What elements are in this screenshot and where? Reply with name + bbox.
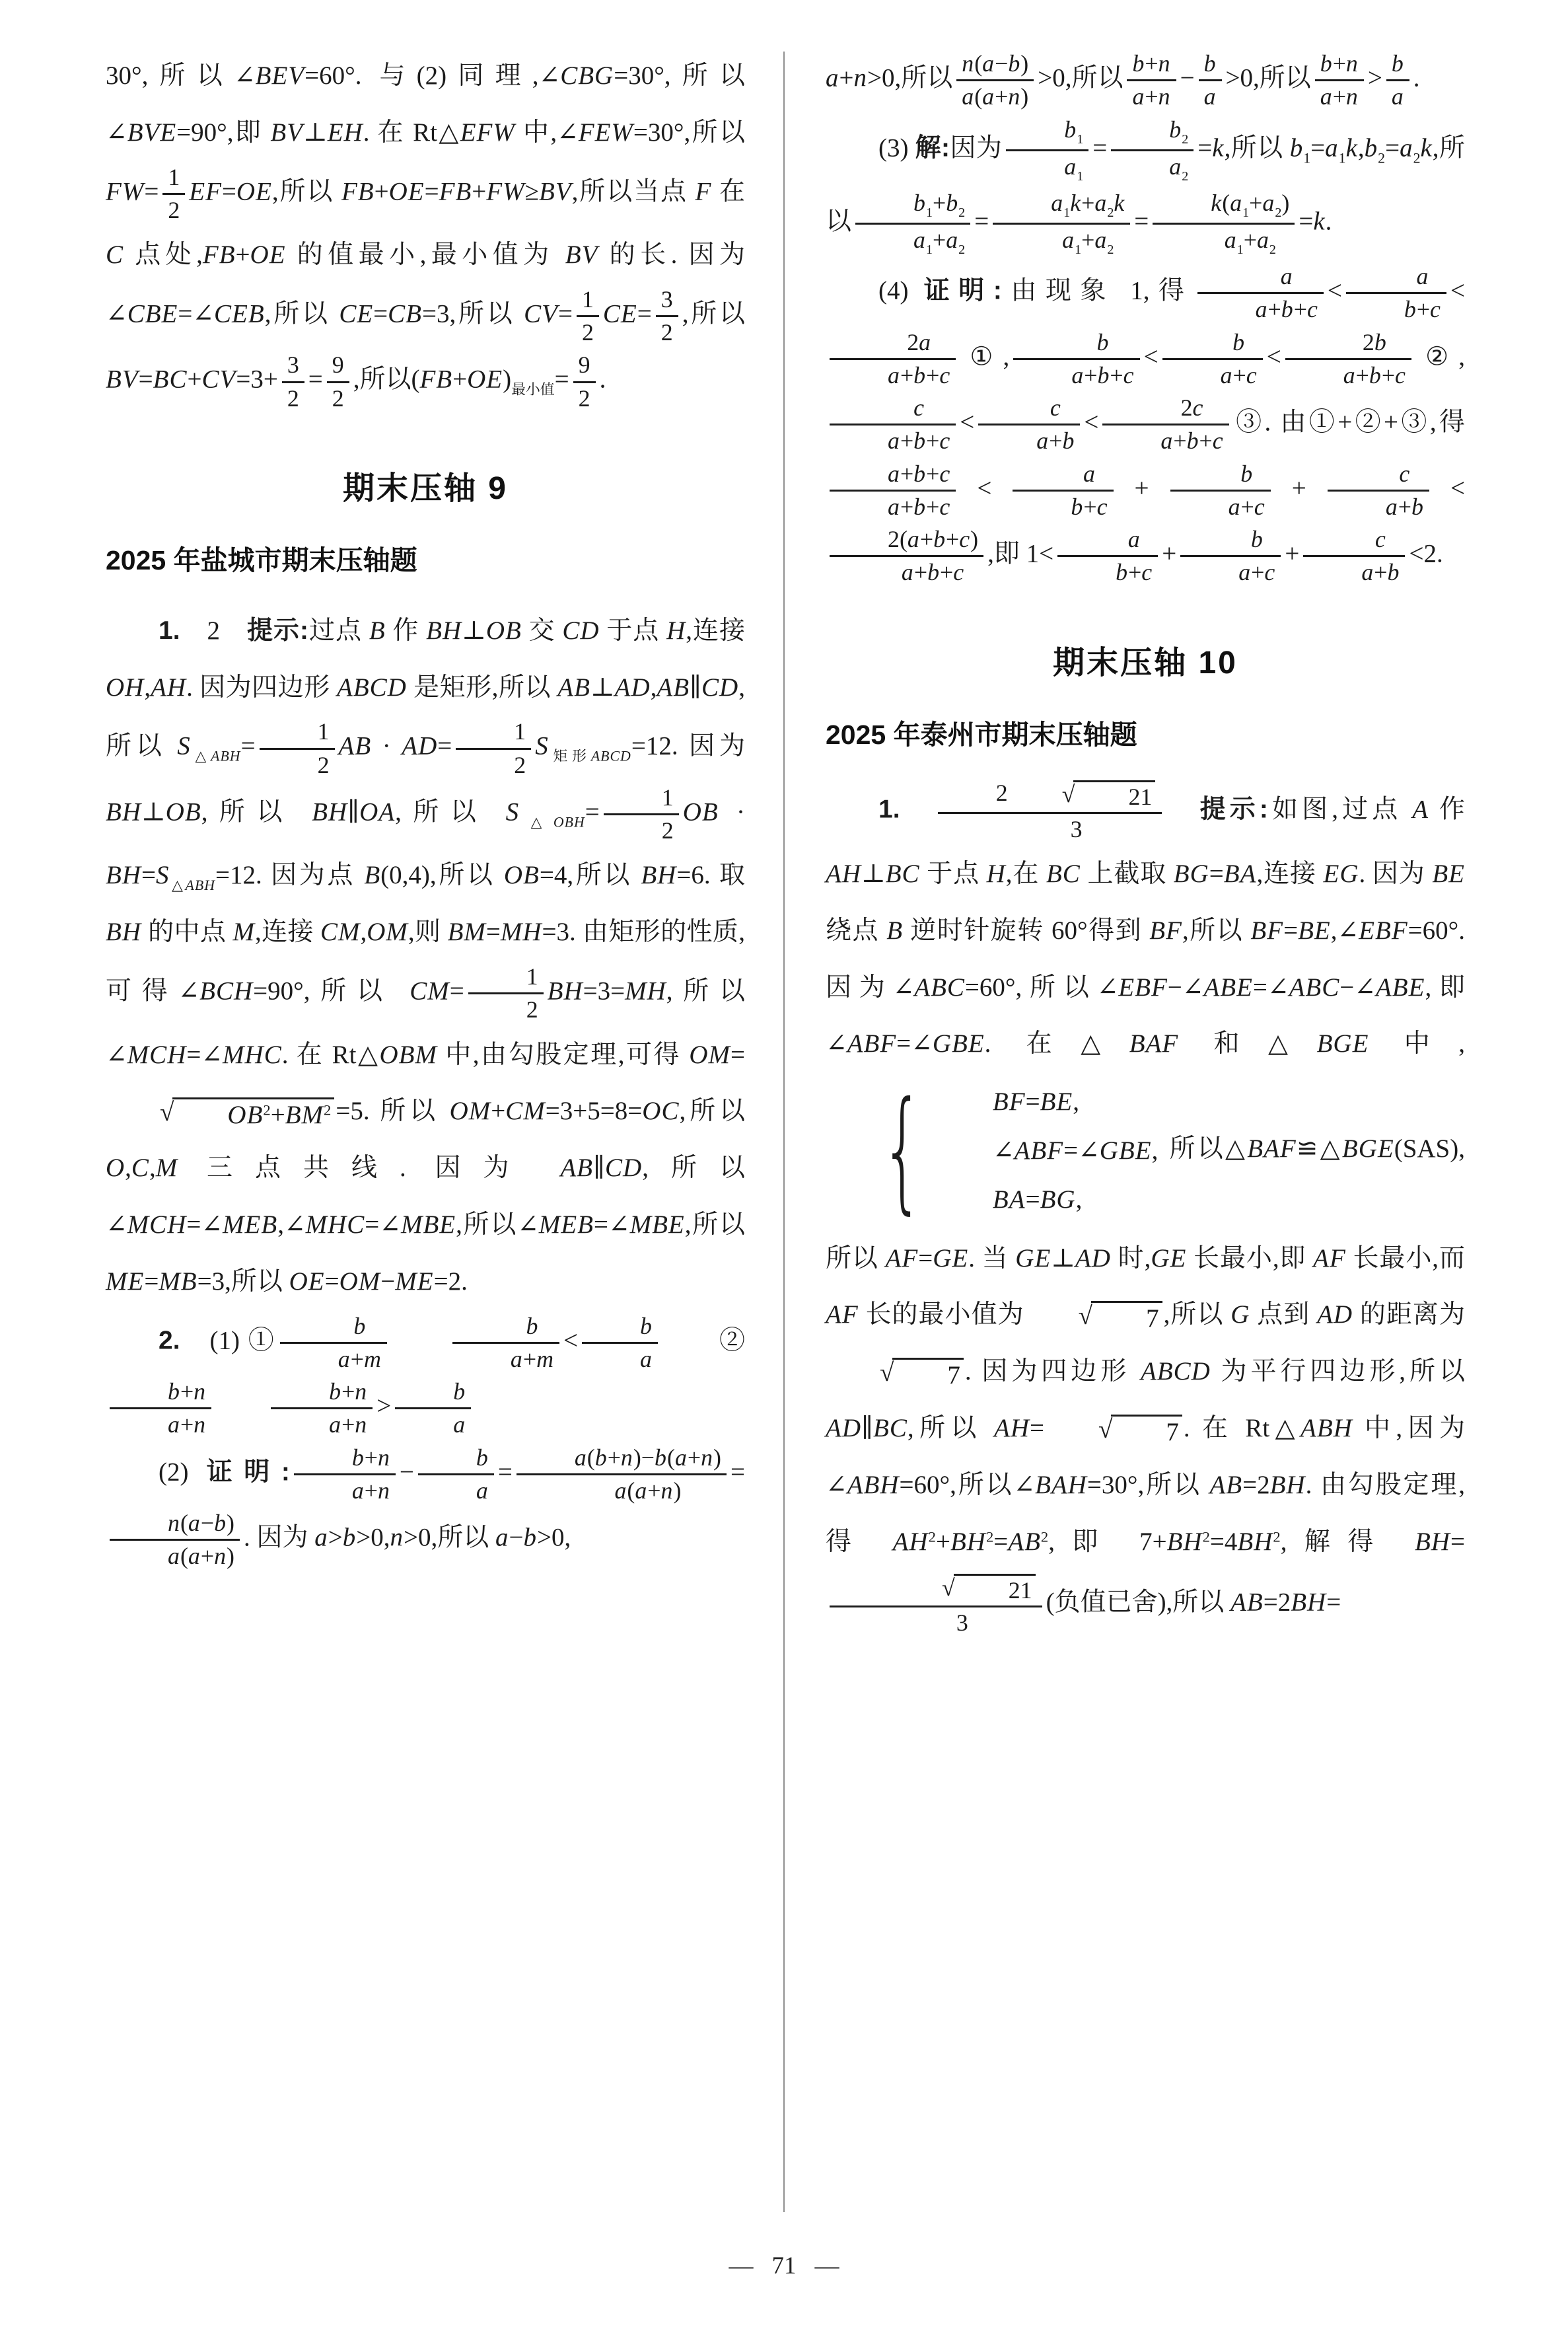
- problem-1-taizhou-solution: 1. 2 √ 21 3 提示:如图,过点 A 作 AH⊥BC 于点 H,在 BC 上截取 BG=BA,连接 EG. 因为 BE 绕点 B 逆时针旋转 60°得到 BF,所以 BF=BE,∠EBF=60°. 因为∠ABC=60°,所以∠EBF−∠ABE=∠ABC−∠ABE,即∠ABF=∠GBE. 在△BAF 和△BGE 中, { BF=BE, ∠ABF=∠GBE, BA=BG, 所以△BAF≌△BGE(SAS),所以 AF=GE. 当 GE⊥AD 时,GE 长最小,即 AF 长最小,而 AF 长的最小值为 √ 7 ,所以 G 点到 AD 的距离为 √ 7 . 因为四边形 ABCD 为平行四边形,所以 AD∥BC,所以 AH= √ 7 . 在 Rt△ABH 中,因为∠ABH=60°,所以∠BAH=30°,所以 AB=2BH. 由勾股定理,得 $AH^2+BH^2=AB^2$,即 $7+BH^2=4BH^2$,解得 BH= √ 21 3 (负值已舍),所以 AB=2BH=: [826, 779, 1465, 1636]
- problem-2-part4-proof: (4) 证明:由现象 1,得 $\frac{a}{a+b+c}$ < $\frac{a}{b+c}$ < $\frac{2a}{a+b+c}$ ①, $\frac{b}{a+b+c}$ < $\frac{b}{a+c}$ < $\frac{2b}{a+b+c}$ ②, $\frac{c}{a+b+c}$ < $\frac{c}{a+b}$ < $\frac{2c}{a+b+c}$ ③. 由①+②+③,得 $\frac{a+b+c}{a+b+c}$ < $\frac{a}{b+c}$ + $\frac{b}{a+c}$ + $\frac{c}{a+b}$ < $\frac{2(a+b+c)}{a+b+c}$ ,即 1< $\frac{a}{b+c}$ + $\frac{b}{a+c}$ + $\frac{c}{a+b}$ <2.: [826, 260, 1465, 589]
- page-number: 71: [771, 2252, 797, 2279]
- problem-2-part3-solution: (3) 解:因为 $\frac{b_1}{a_1}$ = $\frac{b_2}{a_2}$ =k,所以 $b_1=a_1k,b_2=a_2k$,所以 $\frac{b_1+b_2}{a_1+a_2}$ = $\frac{a_1k+a_2k}{a_1+a_2}$ = $\frac{k(a_1+a_2)}{a_1+a_2}$ =k.: [826, 116, 1465, 257]
- column-divider-rule: [783, 52, 785, 2212]
- right-column: [826, 48, 1465, 1639]
- proof-continuation-paragraph: a+n>0,所以 $\frac{n(a-b)}{a(a+n)}$ >0,所以 $\frac{b+n}{a+n}$ − $\frac{b}{a}$ >0,所以 $\frac{b+n}{a+n}$ > $\frac{b}{a}$ .: [826, 50, 1420, 110]
- left-column: [106, 48, 745, 1573]
- solution-paragraph-continued: 30°,所以∠BEV=60°. 与(2)同理,∠CBG=30°,所以∠BVE=90°,即 BV⊥EH. 在 Rt△EFW 中,∠FEW=30°,所以 FW= $\frac{1}{2}$ EF=OE,所以 FB+OE=FB+FW≥BV,所以当点 F 在 C 点处,FB+OE 的值最小,最小值为 BV 的长. 因为∠CBE=∠CEB,所以 CE=CB=3,所以 CV= $\frac{1}{2}$ CE= $\frac{3}{2}$ ,所以 BV=BC+CV=3+ $\frac{3}{2}$ = $\frac{9}{2}$ ,所以$(FB+OE)_{最小值}=$ $\frac{9}{2}$ .: [106, 61, 745, 412]
- subsection-heading-taizhou: 2025 年泰州市期末压轴题: [826, 719, 1137, 750]
- section-heading-final-exam-9: 期末压轴 9: [342, 470, 509, 506]
- problem-1-solution: 1. 2 提示:过点 B 作 BH⊥OB 交 CD 于点 H,连接 OH,AH. 因为四边形 ABCD 是矩形,所以 AB⊥AD,AB∥CD,所以 $S_{\triangle ABH}=$ $\frac{1}{2}$ AB · AD= $\frac{1}{2}$ $S_{矩形ABCD}=12$. 因为 BH⊥OB,所以 BH∥OA,所以 $S_{\triangle OBH}=$ $\frac{1}{2}$ OB · $BH=S_{\triangle ABH}=12$. 因为点 B(0,4),所以 OB=4,所以 BH=6. 取 BH 的中点 M,连接 CM,OM,则 BM=MH=3. 由矩形的性质,可得∠BCH=90°,所以 CM= $\frac{1}{2}$ BH=3=MH,所以∠MCH=∠MHC. 在 Rt△OBM 中,由勾股定理,可得 OM= √ $OB^2+BM^2$ =5. 所以 OM+CM=3+5=8=OC,所以 O,C,M 三点共线. 因为 AB∥CD,所以∠MCH=∠MEB,∠MHC=∠MBE,所以∠MEB=∠MBE,所以 ME=MB=3,所以 OE=OM−ME=2.: [106, 616, 745, 1296]
- footer-dash-left: —: [729, 2252, 754, 2279]
- footer-dash-right: —: [814, 2252, 839, 2279]
- section-heading-final-exam-10: 期末压轴 10: [1053, 645, 1238, 681]
- subsection-heading-yancheng: 2025 年盐城市期末压轴题: [106, 544, 417, 575]
- page-footer: [0, 2252, 1568, 2280]
- problem-2-part1-answers: 2. (1) ① $\frac{b}{a+m}$ $\frac{b}{a+m}$ < $\frac{b}{a}$ ② $\frac{b+n}{a+n}$ $\frac{b+n}{a+n}$ > $\frac{b}{a}$: [106, 1310, 745, 1442]
- problem-2-part2-proof: (2) 证明: $\frac{b+n}{a+n}$ − $\frac{b}{a}$ = $\frac{a(b+n)-b(a+n)}{a(a+n)}$ = $\frac{n(a-b)}{a(a+n)}$ . 因为 a>b>0,n>0,所以 a−b>0,: [106, 1442, 745, 1573]
